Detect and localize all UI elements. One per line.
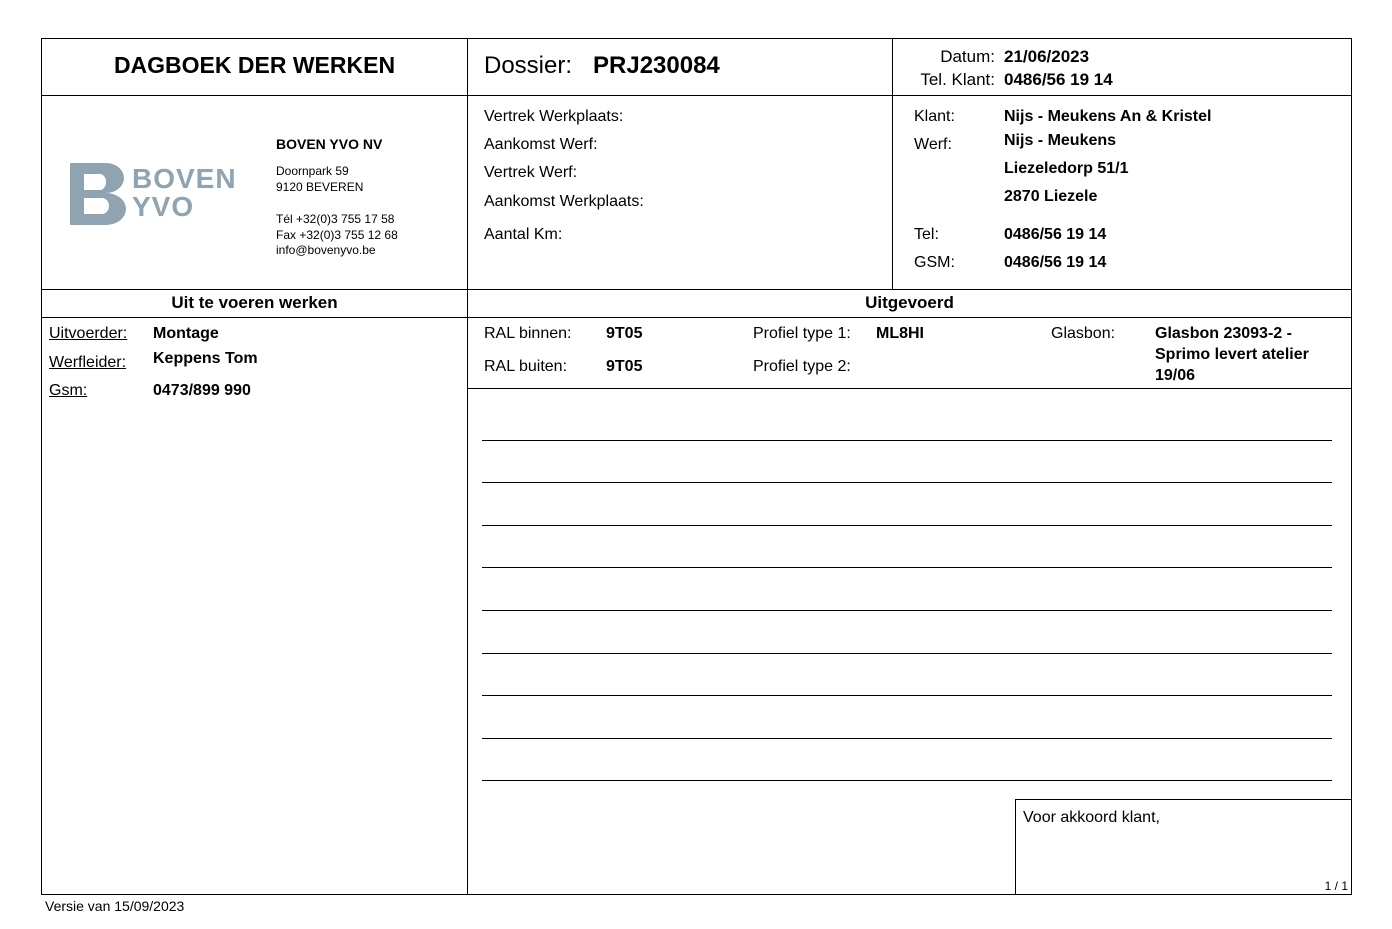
ral-buiten-value: 9T05 <box>606 358 643 375</box>
dossier-value: PRJ230084 <box>593 52 720 79</box>
divider-row2 <box>41 289 1352 290</box>
werf-name: Nijs - Meukens <box>1004 132 1117 149</box>
divider-row3 <box>41 317 1352 318</box>
company-city: 9120 BEVEREN <box>276 180 364 194</box>
writing-line <box>482 440 1332 441</box>
ral-buiten-label: RAL buiten: <box>484 358 568 375</box>
client-tel-value: 0486/56 19 14 <box>1004 226 1107 243</box>
client-gsm-value: 0486/56 19 14 <box>1004 254 1107 271</box>
divider-row1 <box>41 95 1352 96</box>
uitvoerder-label: Uitvoerder: <box>49 325 128 342</box>
datum-value: 21/06/2023 <box>1004 47 1090 66</box>
glasbon-line3: 19/06 <box>1155 367 1196 384</box>
client-tel-label: Tel: <box>914 226 939 243</box>
werfleider-label: Werfleider: <box>49 354 127 371</box>
werf-label: Werf: <box>914 136 952 153</box>
profiel2-label: Profiel type 2: <box>753 358 851 375</box>
profiel1-label: Profiel type 1: <box>753 325 851 342</box>
glasbon-line2: Sprimo levert atelier <box>1155 346 1309 363</box>
page-number: 1 / 1 <box>1324 879 1348 893</box>
aankomst-werf-label: Aankomst Werf: <box>484 136 598 153</box>
company-street: Doornpark 59 <box>276 164 349 178</box>
section-header-left: Uit te voeren werken <box>171 293 338 312</box>
page-title: DAGBOEK DER WERKEN <box>113 52 396 78</box>
works-gsm-value: 0473/899 990 <box>153 382 251 399</box>
vertrek-werf-label: Vertrek Werf: <box>484 164 578 181</box>
company-logo <box>70 163 246 227</box>
ral-binnen-value: 9T05 <box>606 325 643 342</box>
aantal-km-label: Aantal Km: <box>484 226 563 243</box>
logo-text-line2: YVO <box>132 191 195 222</box>
signature-label: Voor akkoord klant, <box>1023 809 1160 826</box>
tel-klant-value: 0486/56 19 14 <box>1004 70 1113 89</box>
frame-right <box>1351 38 1352 895</box>
signature-box[interactable] <box>1015 799 1351 894</box>
ral-binnen-label: RAL binnen: <box>484 325 572 342</box>
werfleider-value: Keppens Tom <box>153 350 258 367</box>
werf-street: Liezeledorp 51/1 <box>1004 160 1129 177</box>
client-gsm-label: GSM: <box>914 254 955 271</box>
datum-label: Datum: <box>940 47 995 66</box>
profiel1-value: ML8HI <box>876 325 924 342</box>
uitvoerder-value: Montage <box>153 325 219 342</box>
version-note: Versie van 15/09/2023 <box>45 898 185 914</box>
dossier-label: Dossier: <box>484 52 573 79</box>
writing-line <box>482 610 1332 611</box>
tel-klant-label: Tel. Klant: <box>920 70 995 89</box>
company-fax: Fax +32(0)3 755 12 68 <box>276 228 398 242</box>
divider-executed-info <box>467 388 1352 389</box>
writing-line <box>482 695 1332 696</box>
writing-line <box>482 780 1332 781</box>
writing-line <box>482 738 1332 739</box>
writing-line <box>482 567 1332 568</box>
logo-text-line1: BOVEN <box>132 163 237 194</box>
company-tel: Tél +32(0)3 755 17 58 <box>276 212 395 226</box>
klant-value: Nijs - Meukens An & Kristel <box>1004 108 1212 125</box>
frame-bottom <box>41 894 1352 895</box>
logo-mark-icon <box>70 163 126 225</box>
aankomst-werkplaats-label: Aankomst Werkplaats: <box>484 193 644 210</box>
werf-city: 2870 Liezele <box>1004 188 1098 205</box>
glasbon-label: Glasbon: <box>1051 325 1116 342</box>
divider-col1 <box>467 38 468 895</box>
section-header-right: Uitgevoerd <box>865 293 954 312</box>
writing-line <box>482 482 1332 483</box>
writing-line <box>482 653 1332 654</box>
works-gsm-label: Gsm: <box>49 382 88 399</box>
vertrek-werkplaats-label: Vertrek Werkplaats: <box>484 108 624 125</box>
klant-label: Klant: <box>914 108 955 125</box>
frame-top <box>41 38 1352 39</box>
company-name: BOVEN YVO NV <box>276 136 383 152</box>
glasbon-line1: Glasbon 23093-2 - <box>1155 325 1292 342</box>
frame-left <box>41 38 42 895</box>
writing-line <box>482 525 1332 526</box>
company-email: info@bovenyvo.be <box>276 243 376 257</box>
